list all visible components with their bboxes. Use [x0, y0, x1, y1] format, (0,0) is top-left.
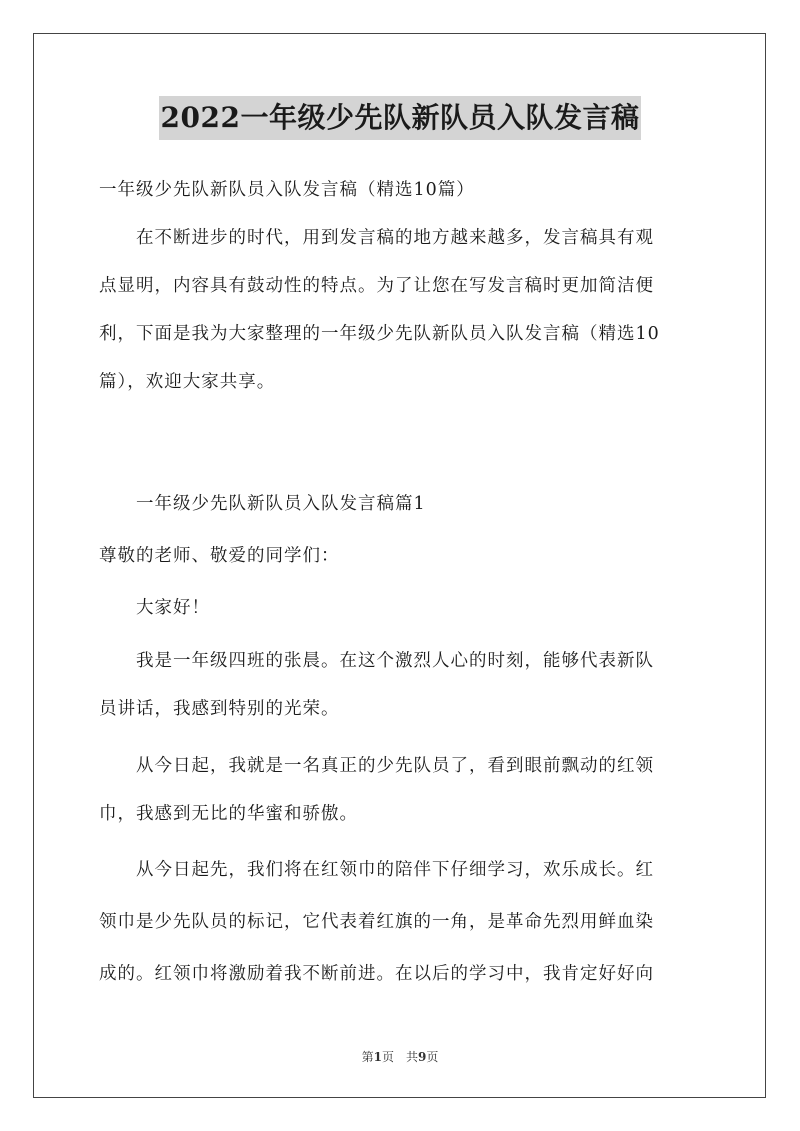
paragraph-line: 成的。红领巾将激励着我不断前进。在以后的学习中，我肯定好好向 — [99, 964, 654, 984]
footer-current-page: 1 — [373, 1050, 382, 1064]
salutation: 尊敬的老师、敬爱的同学们： — [99, 546, 340, 566]
intro-line: 篇），欢迎大家共享。 — [99, 372, 276, 392]
section-heading: 一年级少先队新队员入队发言稿篇1 — [99, 494, 426, 514]
intro-line: 点显明，内容具有鼓动性的特点。为了让您在写发言稿时更加简洁便 — [99, 276, 654, 296]
paragraph-line: 巾，我感到无比的华蜜和骄傲。 — [99, 804, 358, 824]
paragraph-1 — [99, 643, 709, 727]
greeting-block — [99, 590, 709, 626]
document-subtitle: 一年级少先队新队员入队发言稿（精选10篇） — [99, 180, 475, 200]
paragraph-line: 从今日起，我就是一名真正的少先队员了，看到眼前飘动的红领 — [99, 756, 654, 776]
footer-prefix: 第 — [361, 1050, 374, 1064]
title-wrap — [0, 96, 800, 140]
paragraph-2 — [99, 748, 709, 832]
intro-paragraph — [99, 220, 709, 400]
page-footer — [0, 1048, 800, 1065]
paragraph-line: 领巾是少先队员的标记，它代表着红旗的一角，是革命先烈用鲜血染 — [99, 912, 654, 932]
footer-total-pages: 9 — [418, 1050, 427, 1064]
subtitle-block — [99, 172, 709, 208]
paragraph-line: 员讲话，我感到特别的光荣。 — [99, 699, 340, 719]
paragraph-line: 从今日起先，我们将在红领巾的陪伴下仔细学习，欢乐成长。红 — [99, 860, 654, 880]
document-title: 2022一年级少先队新队员入队发言稿 — [159, 96, 642, 140]
greeting: 大家好！ — [99, 598, 210, 618]
intro-line: 在不断进步的时代，用到发言稿的地方越来越多，发言稿具有观 — [99, 228, 654, 248]
paragraph-3 — [99, 852, 709, 992]
intro-line: 利，下面是我为大家整理的一年级少先队新队员入队发言稿（精选10 — [99, 324, 660, 344]
footer-suffix: 页 — [426, 1050, 439, 1064]
paragraph-line: 我是一年级四班的张晨。在这个激烈人心的时刻，能够代表新队 — [99, 651, 654, 671]
section-heading-block — [99, 486, 709, 522]
footer-middle: 页 共 — [381, 1050, 418, 1064]
salutation-block — [99, 538, 709, 574]
